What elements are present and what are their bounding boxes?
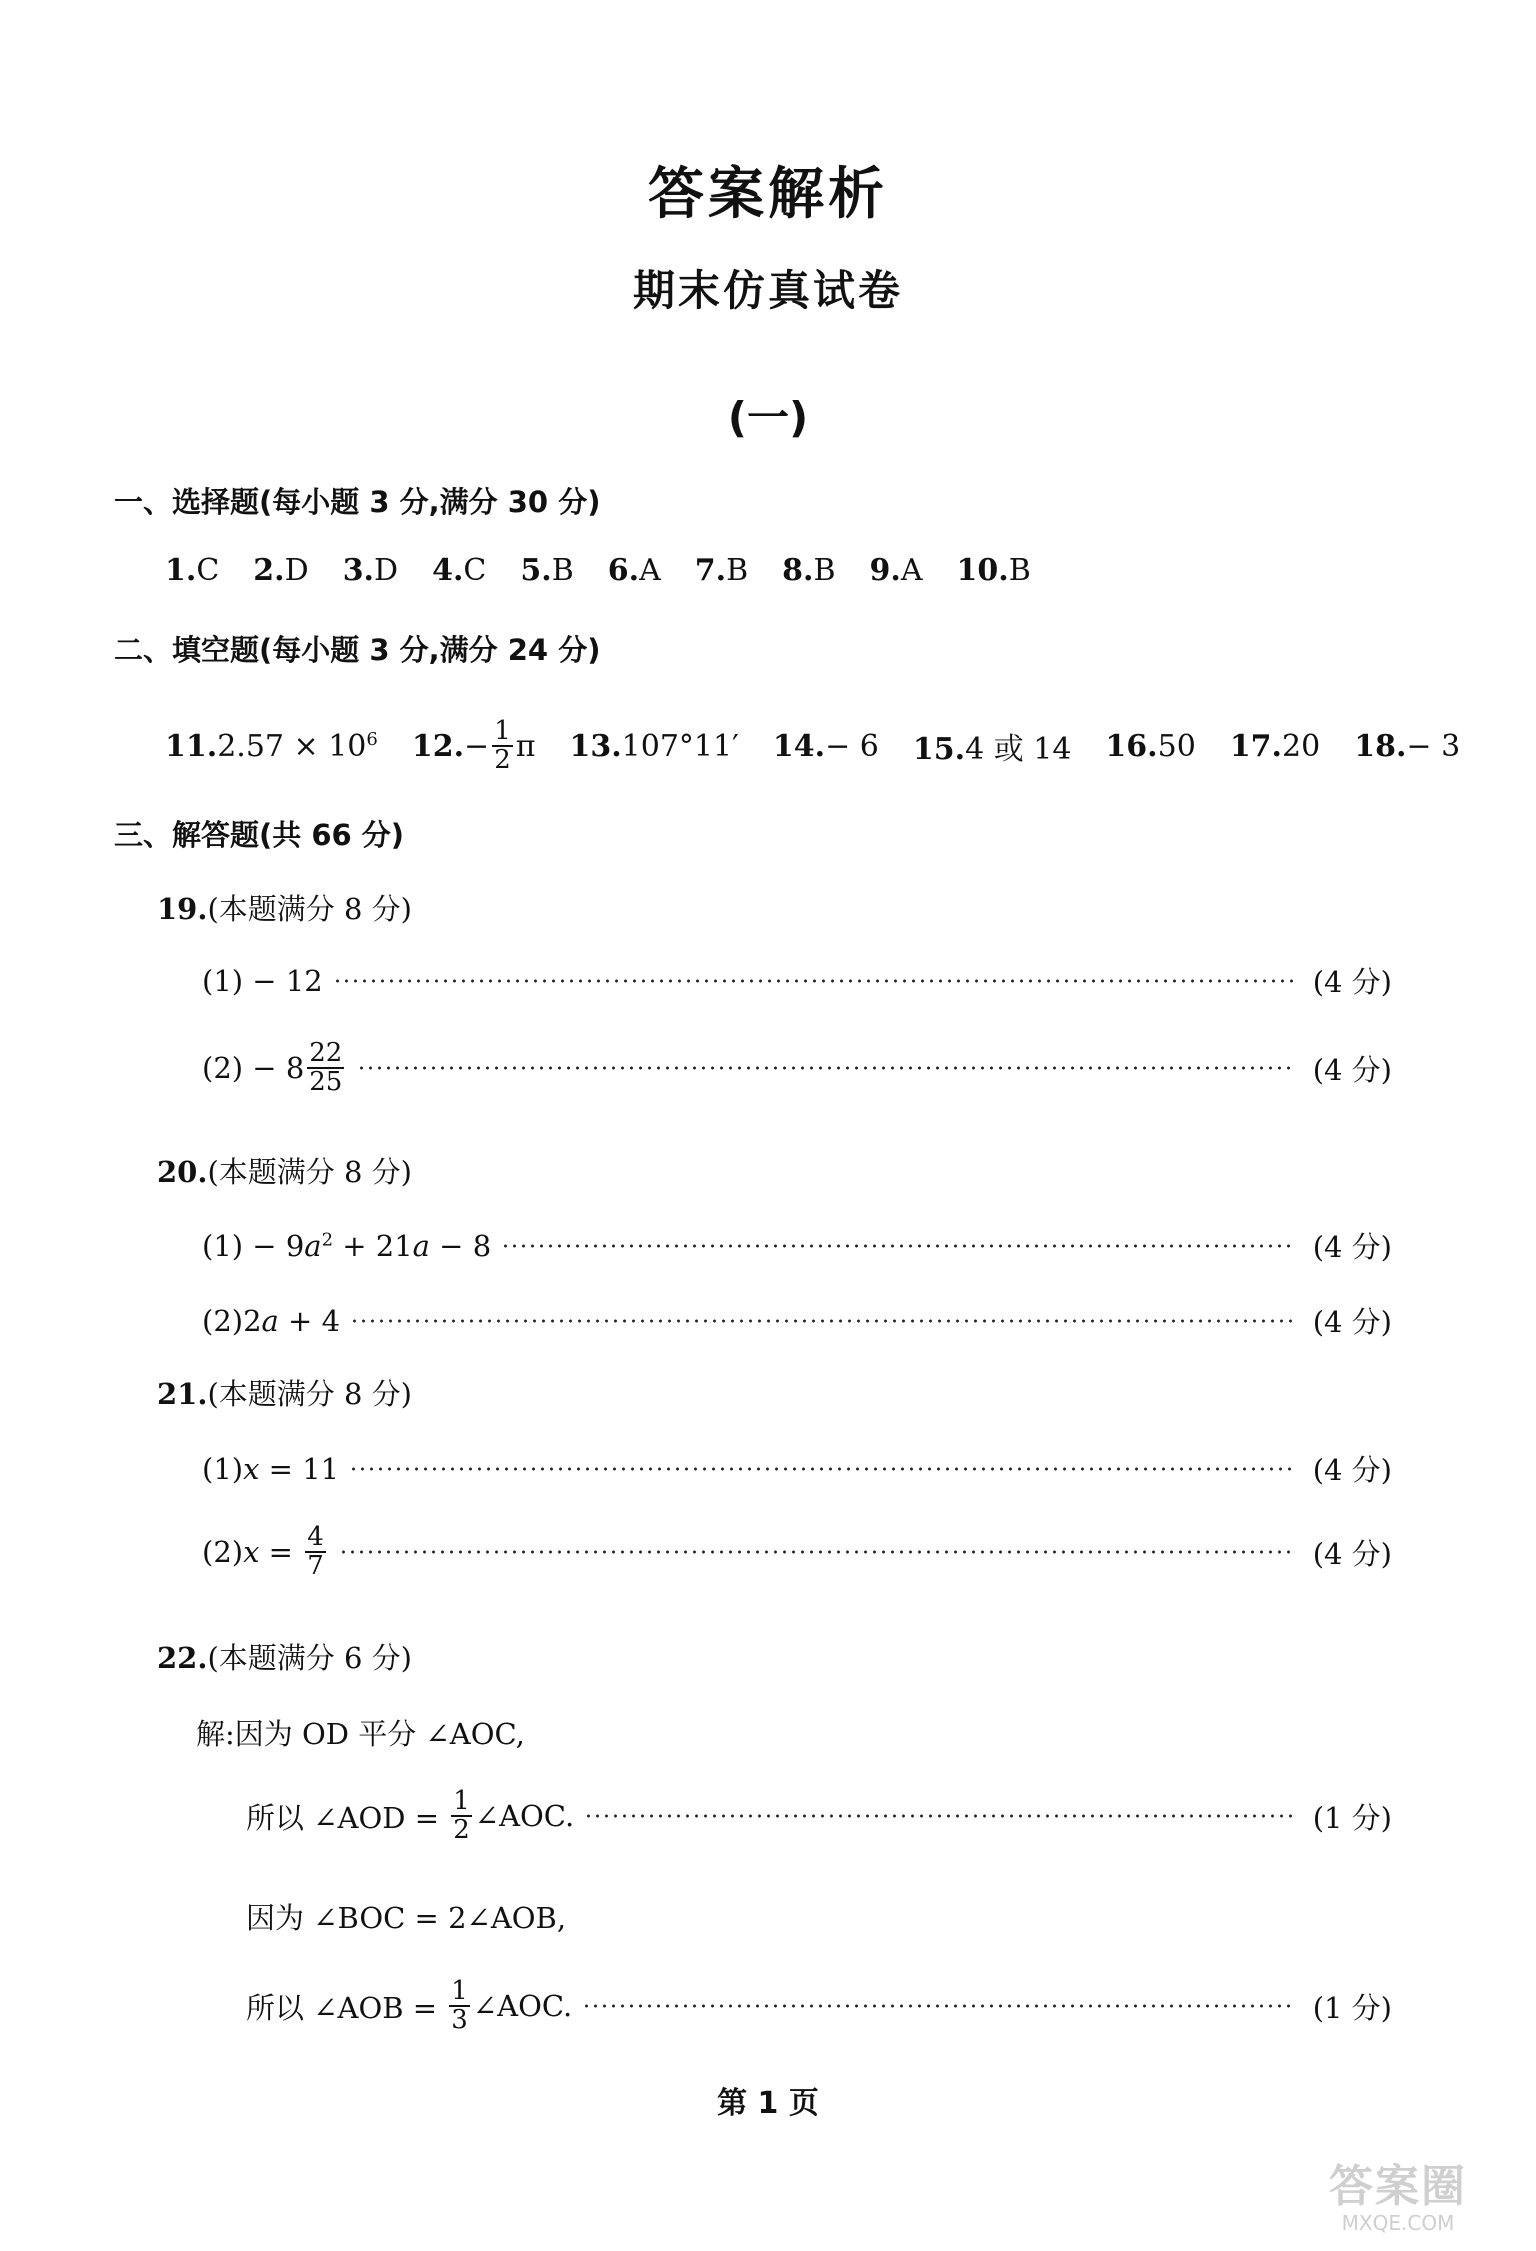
fill-answers bbox=[165, 718, 1460, 775]
q19-part1: (1) − 12 (4 分) bbox=[202, 963, 1392, 999]
leader-dots bbox=[357, 1066, 1294, 1070]
fraction: $\frac{1}{2}$ bbox=[453, 1786, 470, 1846]
leader-dots bbox=[350, 1319, 1294, 1323]
fill-item-12: 12. − $\frac{1}{2}$ π bbox=[411, 716, 536, 776]
fraction: $\frac{1}{2}$ bbox=[494, 716, 511, 776]
leader-dots bbox=[333, 979, 1294, 983]
choice-answer-8: 8.B bbox=[782, 553, 836, 588]
q20-part2: (2)2a + 4 (4 分) bbox=[202, 1303, 1392, 1339]
page-title: 答案解析 bbox=[648, 162, 888, 227]
choice-answer-5: 5.B bbox=[520, 553, 574, 588]
watermark-logo: 答案圈 MXQE.COM bbox=[1329, 2161, 1467, 2235]
fill-item-18: 18.− 3 bbox=[1354, 728, 1461, 764]
fill-item-11: $11.2.57 \times 10^6$ bbox=[165, 728, 378, 764]
q22-line4: 所以 ∠AOB = $\frac{1}{3}$ ∠AOC. (1 分) bbox=[246, 1976, 1392, 2036]
paper-number: (一) bbox=[727, 393, 809, 442]
choice-answer-3: 3.D bbox=[342, 553, 399, 588]
q21-part1: (1)x = 11 (4 分) bbox=[202, 1451, 1392, 1487]
page-subtitle: 期末仿真试卷 bbox=[632, 266, 903, 315]
q22-line1: 解:因为 OD 平分 ∠AOC, bbox=[196, 1717, 525, 1751]
q19-part2: (2) − 8 $\frac{22}{25}$ (4 分) bbox=[202, 1038, 1392, 1098]
leader-dots bbox=[501, 1244, 1294, 1248]
q21-part2: (2) x = $\frac{4}{7}$ (4 分) bbox=[202, 1522, 1392, 1582]
choice-answer-1: 1.C bbox=[165, 553, 220, 588]
choice-answer-2: 2.D bbox=[253, 553, 309, 588]
q20-part1: $(1) - 9a^2 + 21a - 8$ (4 分) bbox=[202, 1228, 1392, 1264]
section-choice-title: 一、选择题(每小题 3 分,满分 30 分) bbox=[114, 485, 601, 519]
leader-dots bbox=[349, 1467, 1294, 1471]
fill-item-14: 14.− 6 bbox=[772, 728, 879, 764]
choice-answer-6: 6.A bbox=[607, 553, 661, 588]
q20-heading: 20.(本题满分 8 分) bbox=[157, 1155, 412, 1189]
fill-item-17: 17.20 bbox=[1229, 728, 1321, 764]
q22-heading: 22.(本题满分 6 分) bbox=[157, 1641, 412, 1675]
page-number: 第 1 页 bbox=[717, 2086, 819, 2121]
choice-answer-10: 10.B bbox=[956, 553, 1031, 588]
q22-line3: 因为 ∠BOC = 2∠AOB, bbox=[246, 1901, 567, 1935]
fraction: $\frac{1}{3}$ bbox=[451, 1976, 468, 2036]
leader-dots bbox=[584, 1814, 1294, 1818]
choice-answers bbox=[165, 553, 1065, 588]
q22-line2: 所以 ∠AOD = $\frac{1}{2}$ ∠AOC. (1 分) bbox=[246, 1786, 1392, 1846]
q21-heading: 21.(本题满分 8 分) bbox=[157, 1377, 412, 1411]
section-fill-title: 二、填空题(每小题 3 分,满分 24 分) bbox=[114, 633, 601, 667]
fraction: $\frac{4}{7}$ bbox=[307, 1522, 324, 1582]
fill-item-16: 16.50 bbox=[1105, 728, 1196, 764]
fill-item-15: 15.4 或 14 bbox=[912, 732, 1072, 768]
choice-answer-9: 9.A bbox=[869, 553, 923, 588]
q19-heading: 19.(本题满分 8 分) bbox=[157, 892, 412, 926]
choice-answer-7: 7.B bbox=[694, 553, 749, 588]
fraction: $\frac{22}{25}$ bbox=[309, 1038, 343, 1098]
fill-item-13: 13.107°11′ bbox=[569, 728, 739, 764]
leader-dots bbox=[339, 1550, 1294, 1554]
leader-dots bbox=[582, 2004, 1294, 2008]
section-solve-title: 三、解答题(共 66 分) bbox=[114, 818, 405, 852]
choice-answer-4: 4.C bbox=[432, 553, 487, 588]
